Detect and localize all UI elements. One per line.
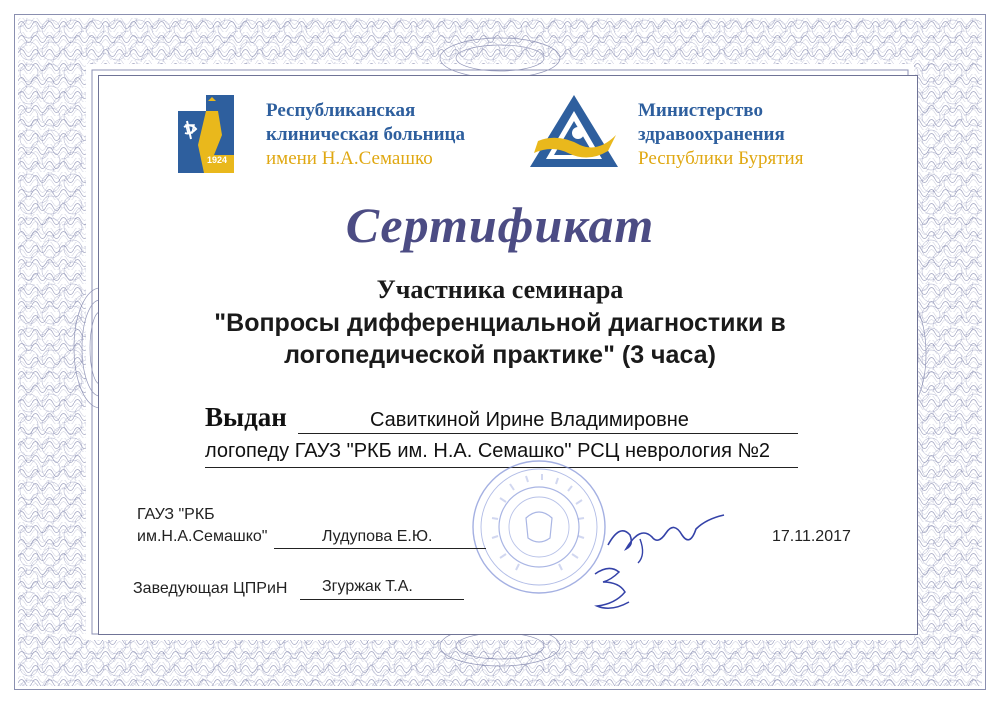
seminar-title-line2: логопедической практике" (3 часа) — [284, 341, 716, 369]
ministry-name-line3: Республики Бурятия — [638, 148, 804, 169]
signer1-name: Лудупова Е.Ю. — [322, 528, 433, 545]
hospital-name-line3: имени Н.А.Семашко — [266, 148, 433, 169]
org-label-line2: им.Н.А.Семашко" — [137, 528, 268, 545]
signature2-handwritten — [585, 560, 645, 616]
signature1-handwritten — [600, 505, 730, 567]
recipient-position: логопеду ГАУЗ "РКБ им. Н.А. Семашко" РСЦ неврология №2 — [205, 440, 771, 462]
signature1-underline — [274, 548, 486, 549]
recipient-name-underline — [298, 433, 798, 434]
signature2-underline — [300, 599, 464, 600]
issued-label: Выдан — [205, 402, 287, 432]
certificate-date: 17.11.2017 — [772, 528, 851, 545]
ministry-name-line2: здравоохранения — [638, 124, 785, 145]
certificate-subtitle: Участника семинара — [376, 275, 624, 304]
certificate-title: Сертификат — [345, 197, 655, 253]
hospital-name-line1: Республиканская — [266, 100, 416, 121]
seminar-title-line1: "Вопросы дифференциальной диагностики в — [214, 309, 786, 337]
hospital-name-line2: клиническая больница — [266, 124, 465, 145]
ministry-name-line1: Министерство — [638, 100, 763, 121]
role2-label: Заведующая ЦПРиН — [133, 580, 288, 597]
recipient-name: Савиткиной Ирине Владимировне — [370, 409, 689, 431]
hospital-logo-year: 1924 — [206, 155, 228, 165]
org-label-line1: ГАУЗ "РКБ — [137, 506, 215, 523]
signer2-name: Згуржак Т.А. — [322, 578, 413, 595]
ministry-logo-icon — [528, 93, 620, 171]
